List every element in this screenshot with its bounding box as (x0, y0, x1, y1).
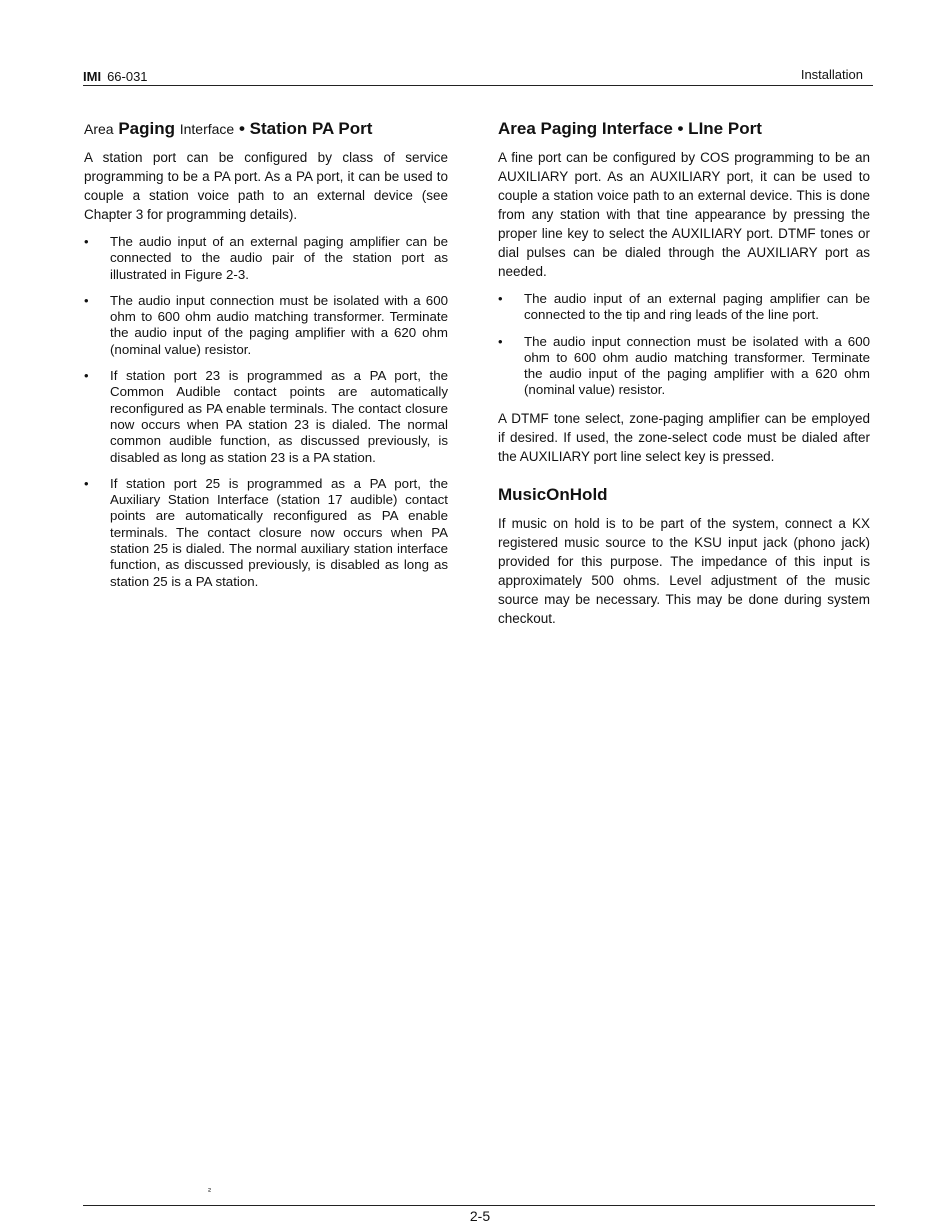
music-on-hold-paragraph: If music on hold is to be part of the system, connect a KX registered music source to the KSU input jack (phono jack) provided for this purpose. The impedance of this input is approximately 500 ohms. Level adjustment of the music source may be necessary. This may be done during system checkout. (498, 515, 870, 626)
bullet-text: If station port 25 is programmed as a PA port, the Auxiliary Station Interface (station 17 audible) contact points are automatically reconfigured as PA enable terminals. The contact closure now occurs when PA station 25 is dialed. The normal auxiliary station interface function, as discussed previously, is disabled as long as station 25 is a PA station. (110, 475, 448, 589)
dtmf-paragraph: A DTMF tone select, zone-paging amplifier can be employed if desired. If used, the zone-select code must be dialed after the AUXILIARY port line select key is pressed. (498, 410, 870, 464)
bullet-text: The audio input connection must be isolated with a 600 ohm to 600 ohm audio matching transformer. Terminate the audio input of the paging amplifier with a 620 ohm (nominal value) resistor. (110, 292, 448, 357)
list-item (498, 334, 870, 399)
station-pa-intro: A station port can be configured by class of service programming to be a PA port. As a PA port, it can be used to couple a station voice path to an external device (see Chapter 3 for programming details). (84, 150, 448, 222)
list-item (498, 291, 870, 324)
heading-separator: • (238, 119, 245, 138)
station-pa-port-heading (84, 118, 448, 140)
page-footer-rule (83, 1205, 875, 1206)
left-column (84, 118, 448, 600)
station-pa-bullet-list (84, 234, 448, 590)
header-brand: IMI (83, 69, 102, 84)
line-port-intro: A fine port can be configured by COS programming to be an AUXILIARY port. As an AUXILIARY port, it can be used to couple a station voice path to an external device. This is done from any station with that tine appearance by pressing the proper line key to select the AUXILIARY port. DTMF tones or dial pulses can be dialed through the AUXILIARY port as needed. (498, 150, 870, 279)
right-column (498, 118, 870, 638)
bullet-text: If station port 23 is programmed as a PA port, the Common Audible contact points are automatically reconfigured as PA enable terminals. The contact closure now occurs when PA station 23 is dialed. The normal common audible function, as discussed previously, is disabled as long as station 23 is a PA station. (110, 368, 448, 465)
bullet-icon: • (498, 291, 503, 306)
list-item (84, 476, 448, 590)
line-port-heading: Area Paging Interface • LIne Port (498, 119, 762, 138)
bullet-text: The audio input connection must be isolated with a 600 ohm to 600 ohm audio matching transformer. Terminate the audio input of the paging amplifier with a 620 ohm (nominal value) resistor. (524, 333, 870, 398)
line-port-bullet-list (498, 291, 870, 399)
header-doc-id (83, 69, 148, 84)
list-item (84, 368, 448, 466)
bullet-text: The audio input of an external paging amplifier can be connected to the tip and ring leads of the line port. (524, 291, 870, 323)
header-doc-number: 66-031 (107, 69, 148, 84)
bullet-icon: • (84, 475, 89, 491)
heading-main: Station PA Port (249, 119, 373, 138)
bullet-icon: • (84, 292, 89, 308)
header-section: Installation (800, 67, 863, 82)
list-item (84, 234, 448, 283)
heading-paging: Paging (118, 119, 175, 138)
bullet-icon: • (84, 368, 89, 384)
heading-prefix: Area (84, 121, 114, 137)
heading-interface: Interface (179, 121, 235, 137)
footer-mark: ² (208, 1186, 211, 1196)
section-spacer (498, 476, 870, 484)
page-header (83, 64, 873, 86)
bullet-icon: • (498, 333, 503, 349)
music-on-hold-heading: MusicOnHold (498, 484, 608, 504)
bullet-text: The audio input of an external paging amplifier can be connected to the audio pair of the station port as illustrated in Figure 2-3. (110, 234, 448, 282)
list-item (84, 293, 448, 358)
page-number: 2-5 (469, 1208, 491, 1224)
bullet-icon: • (84, 234, 89, 249)
